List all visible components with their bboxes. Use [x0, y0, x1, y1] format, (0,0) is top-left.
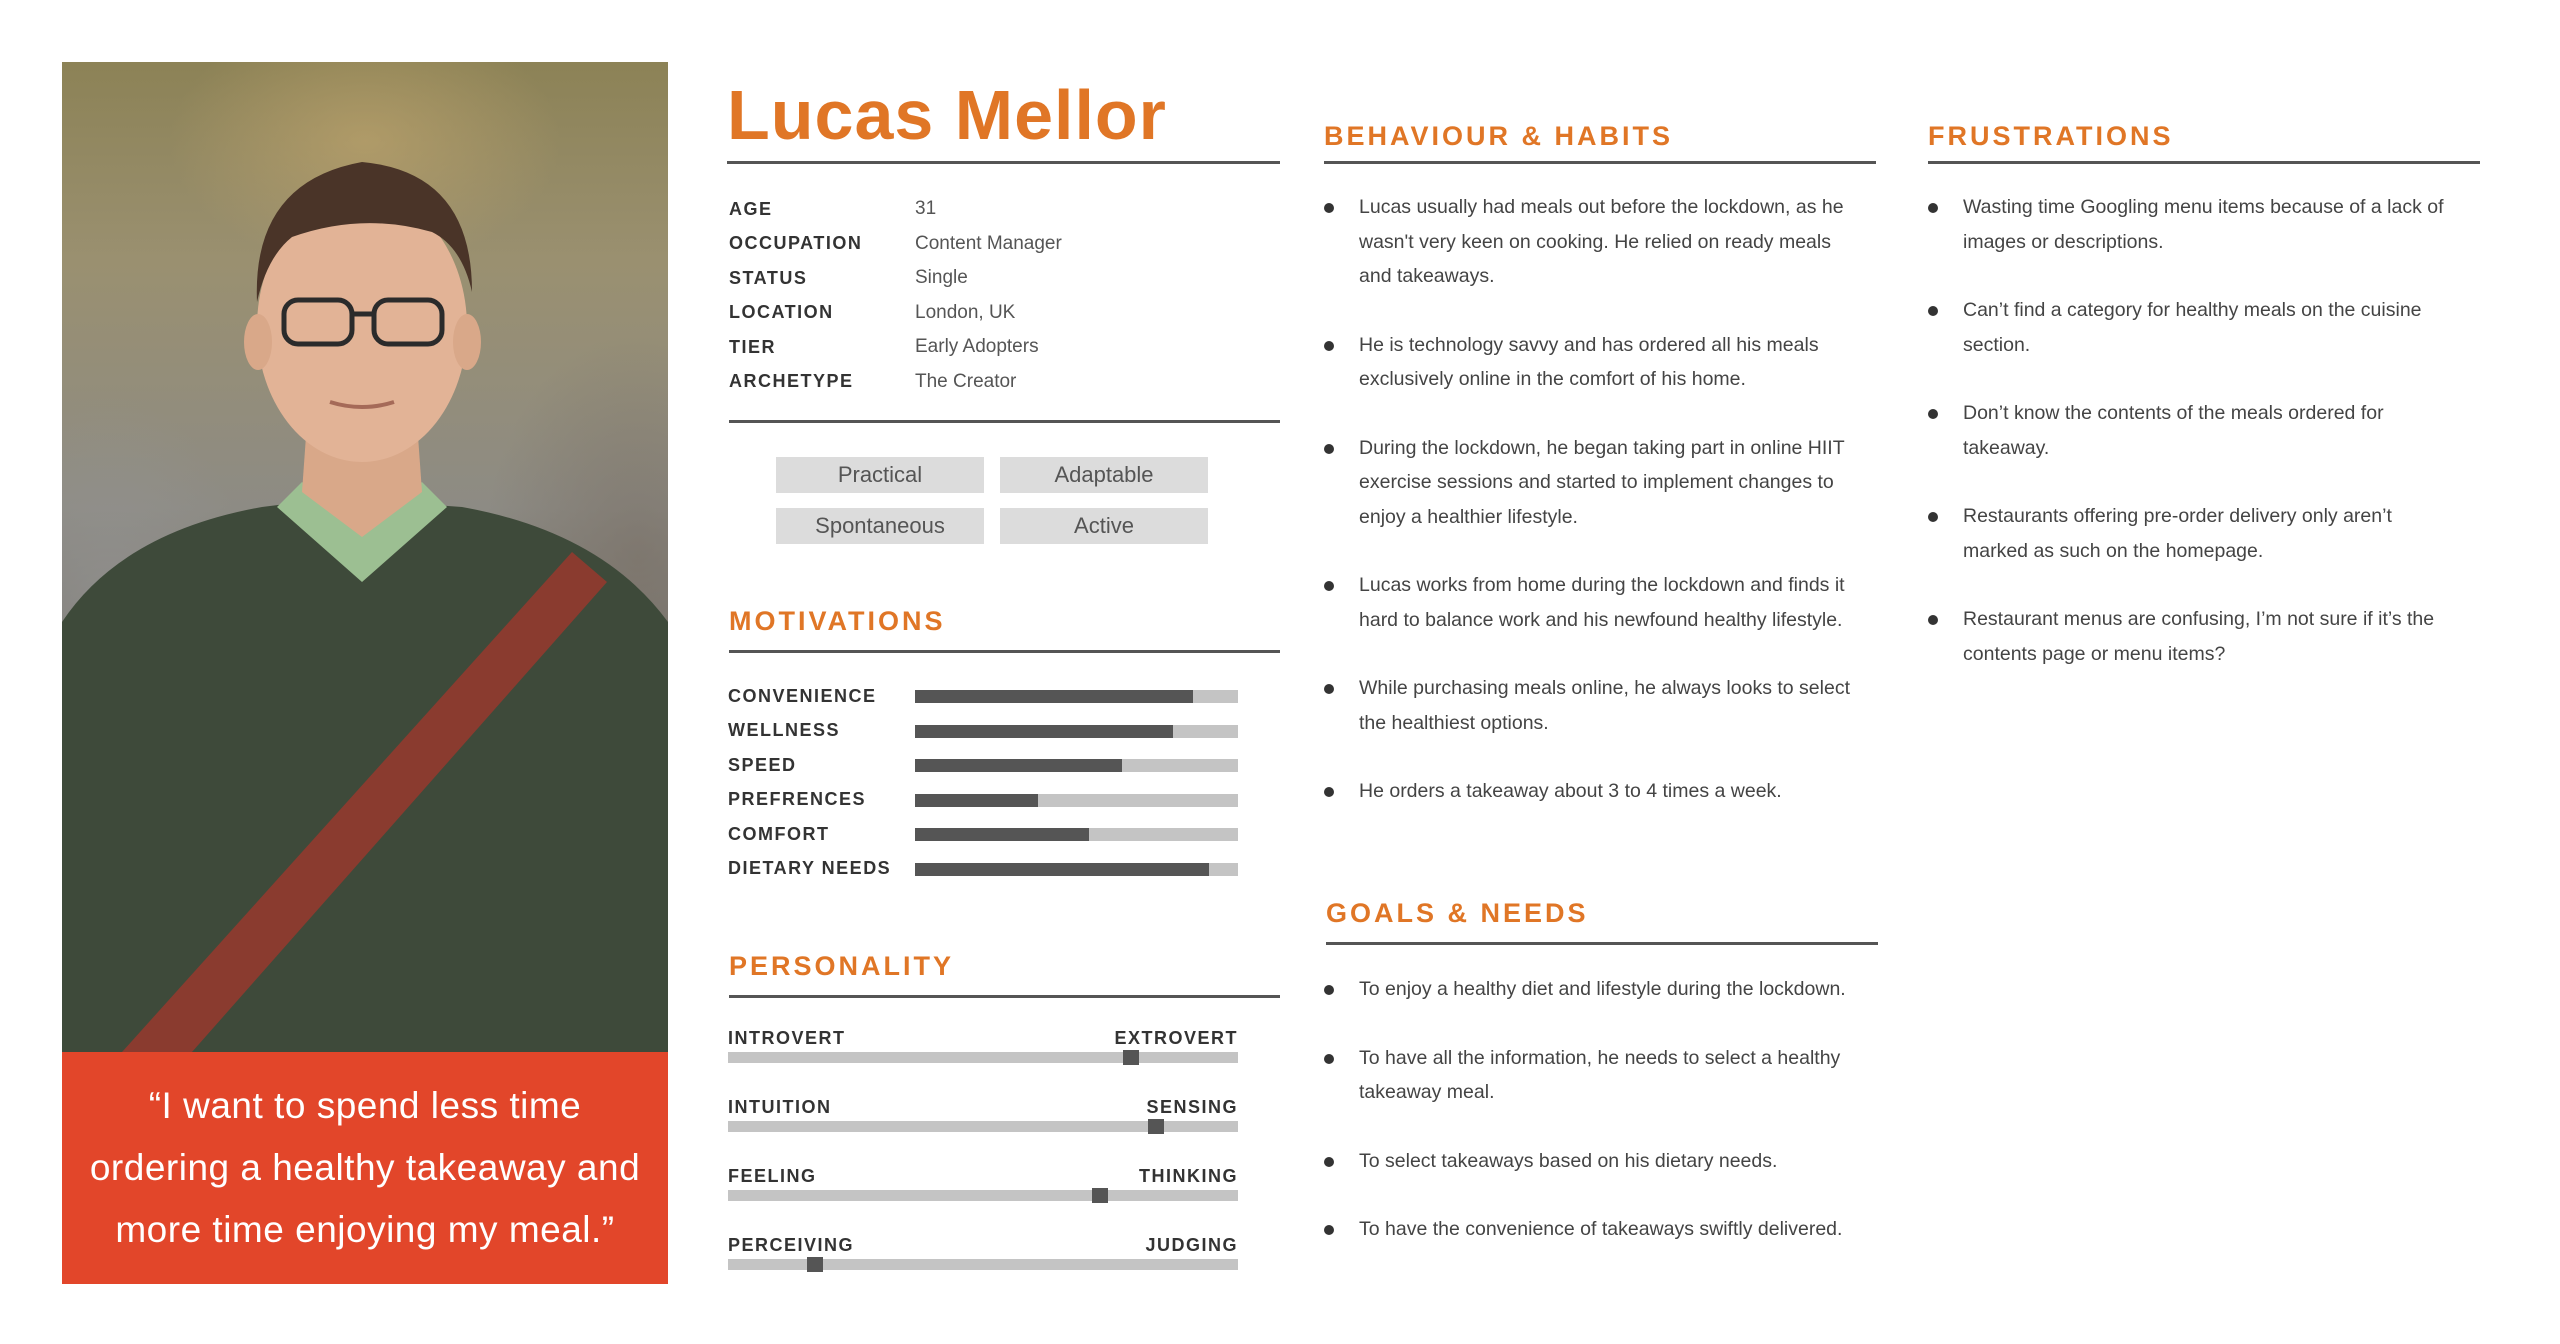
motivation-bar-fill	[915, 828, 1089, 841]
personality-slider	[728, 1166, 1238, 1206]
quote-line: ordering a healthy takeaway and	[89, 1147, 641, 1188]
bullet-icon	[1324, 787, 1334, 797]
info-row-occupation	[729, 227, 1062, 262]
list-item-line: To enjoy a healthy diet and lifestyle during the lockdown.	[1359, 978, 1846, 1000]
bullet-icon	[1324, 1225, 1334, 1235]
info-label: STATUS	[729, 267, 808, 288]
list-item	[1324, 1144, 1884, 1179]
divider	[729, 995, 1280, 998]
person-illustration	[62, 62, 668, 1052]
personality-right-label: EXTROVERT	[1114, 1028, 1238, 1048]
list-item	[1928, 190, 2488, 259]
motivation-bar-track	[915, 725, 1238, 738]
bullet-icon	[1324, 444, 1334, 454]
info-label: LOCATION	[729, 302, 834, 323]
bullet-icon	[1324, 203, 1334, 213]
divider	[727, 161, 1280, 164]
divider	[729, 650, 1280, 653]
list-item	[1324, 328, 1884, 397]
list-item-line: exercise sessions and started to implement changes to	[1359, 471, 1834, 493]
personality-slider	[728, 1097, 1238, 1137]
trait-chip: Practical	[776, 457, 984, 493]
goals-list	[1324, 972, 1884, 1281]
list-item-line: takeaway meal.	[1359, 1081, 1495, 1103]
motivation-label: SPEED	[728, 754, 797, 775]
persona-quote-box	[62, 1052, 668, 1284]
info-label: TIER	[729, 336, 777, 357]
info-row-archetype	[729, 365, 1062, 400]
list-item-line: Restaurant menus are confusing, I’m not sure if it’s the	[1963, 608, 2435, 630]
info-row-tier	[729, 330, 1062, 365]
motivation-row	[728, 720, 916, 742]
motivation-label: WELLNESS	[728, 720, 841, 740]
motivation-label: DIETARY NEEDS	[728, 858, 892, 878]
motivation-row	[728, 858, 916, 880]
trait-chip: Adaptable	[1000, 457, 1208, 493]
list-item-line: While purchasing meals online, he always looks to select	[1359, 677, 1850, 699]
motivation-label: PREFRENCES	[728, 789, 867, 809]
bullet-icon	[1928, 203, 1938, 213]
motivation-row	[728, 789, 916, 811]
bullet-icon	[1324, 684, 1334, 694]
motivation-bar-track	[915, 759, 1238, 772]
motivation-row	[728, 823, 916, 845]
list-item-line: takeaway.	[1963, 436, 2050, 459]
motivation-row	[728, 754, 916, 776]
bullet-icon	[1928, 306, 1938, 316]
personality-left-label: INTUITION	[728, 1097, 832, 1117]
info-row-location	[729, 296, 1062, 331]
bullet-icon	[1324, 1157, 1334, 1167]
goals-title: GOALS & NEEDS	[1326, 898, 1589, 928]
info-row-age	[729, 192, 1062, 227]
list-item-line: Wasting time Googling menu items because of a lack of	[1963, 196, 2444, 218]
personality-left-label: FEELING	[728, 1166, 817, 1186]
bullet-icon	[1928, 512, 1938, 522]
divider	[1326, 942, 1878, 945]
list-item-line: Restaurants offering pre-order delivery only aren’t	[1963, 505, 2392, 527]
list-item-line: contents page or menu items?	[1963, 642, 2226, 665]
persona-name: Lucas Mellor	[727, 76, 1167, 154]
frustrations-list	[1928, 190, 2488, 705]
quote-line: more time enjoying my meal.”	[115, 1209, 615, 1250]
list-item-line: To select takeaways based on his dietary needs.	[1359, 1149, 1778, 1172]
info-label: AGE	[729, 198, 773, 219]
info-value: London, UK	[915, 301, 1016, 323]
list-item	[1928, 396, 2488, 465]
list-item	[1928, 602, 2488, 671]
personality-track	[728, 1190, 1238, 1201]
persona-info-table	[729, 192, 1062, 399]
list-item-line: images or descriptions.	[1963, 230, 2164, 253]
bullet-icon	[1324, 341, 1334, 351]
personality-track	[728, 1052, 1238, 1063]
info-value: 31	[915, 198, 937, 220]
personality-left-label: INTROVERT	[728, 1028, 846, 1048]
bullet-icon	[1928, 615, 1938, 625]
motivation-bar-fill	[915, 863, 1209, 876]
list-item	[1324, 774, 1884, 809]
divider	[729, 420, 1280, 423]
info-label: ARCHETYPE	[729, 371, 854, 392]
motivation-bar-track	[915, 863, 1238, 876]
list-item-line: section.	[1963, 333, 2031, 356]
list-item-line: Lucas usually had meals out before the lockdown, as he	[1359, 196, 1844, 218]
personality-marker	[1148, 1119, 1164, 1134]
motivation-bar-fill	[915, 690, 1193, 703]
trait-chip: Spontaneous	[776, 508, 984, 544]
info-value: Single	[915, 267, 968, 289]
info-label: OCCUPATION	[729, 233, 863, 254]
bullet-icon	[1324, 1054, 1334, 1064]
list-item	[1324, 671, 1884, 740]
list-item-line: wasn't very keen on cooking. He relied on ready meals	[1359, 230, 1831, 253]
list-item	[1928, 293, 2488, 362]
motivation-label: COMFORT	[728, 823, 830, 844]
personality-slider	[728, 1235, 1238, 1275]
list-item-line: He is technology savvy and has ordered all his meals	[1359, 333, 1819, 356]
list-item-line: and takeaways.	[1359, 265, 1495, 287]
list-item-line: Don’t know the contents of the meals ordered for	[1963, 402, 2384, 424]
list-item-line: enjoy a healthier lifestyle.	[1359, 505, 1578, 528]
quote-line: “I want to spend less time	[148, 1085, 582, 1126]
personality-slider	[728, 1028, 1238, 1068]
personality-right-label: JUDGING	[1145, 1235, 1238, 1255]
frustrations-title: FRUSTRATIONS	[1928, 121, 2174, 151]
personality-marker	[1092, 1188, 1108, 1203]
list-item-line: marked as such on the homepage.	[1963, 539, 2264, 562]
list-item	[1324, 1212, 1884, 1247]
personality-title: PERSONALITY	[729, 951, 955, 981]
list-item	[1324, 568, 1884, 637]
list-item-line: exclusively online in the comfort of his home.	[1359, 368, 1746, 390]
persona-quote	[85, 1075, 645, 1261]
list-item	[1928, 499, 2488, 568]
info-value: Content Manager	[915, 232, 1062, 254]
motivations-title: MOTIVATIONS	[729, 606, 946, 636]
motivation-bar-track	[915, 794, 1238, 807]
motivation-bar-fill	[915, 725, 1173, 738]
trait-chip: Active	[1000, 508, 1208, 544]
bullet-icon	[1324, 581, 1334, 591]
list-item-line: During the lockdown, he began taking part in online HIIT	[1359, 436, 1845, 459]
motivation-bar-track	[915, 690, 1238, 703]
motivation-bar-fill	[915, 759, 1122, 772]
list-item	[1324, 431, 1884, 535]
personality-marker	[1123, 1050, 1139, 1065]
list-item-line: To have all the information, he needs to select a healthy	[1359, 1046, 1841, 1069]
persona-photo-panel	[62, 62, 668, 1284]
personality-left-label: PERCEIVING	[728, 1235, 855, 1255]
divider	[1928, 161, 2480, 164]
list-item	[1324, 190, 1884, 294]
info-value: Early Adopters	[915, 336, 1039, 358]
personality-track	[728, 1259, 1238, 1270]
list-item-line: Can’t find a category for healthy meals on the cuisine	[1963, 299, 2422, 321]
divider	[1324, 161, 1876, 164]
motivation-row	[728, 685, 916, 707]
motivation-label: CONVENIENCE	[728, 685, 877, 706]
persona-photo	[62, 62, 668, 1052]
list-item-line: hard to balance work and his newfound healthy lifestyle.	[1359, 608, 1843, 631]
list-item-line: To have the convenience of takeaways swiftly delivered.	[1359, 1218, 1843, 1240]
behaviour-title: BEHAVIOUR & HABITS	[1324, 121, 1674, 151]
list-item	[1324, 1041, 1884, 1110]
personality-right-label: THINKING	[1139, 1166, 1238, 1186]
list-item	[1324, 972, 1884, 1007]
list-item-line: Lucas works from home during the lockdown and finds it	[1359, 574, 1845, 596]
motivation-bar-track	[915, 828, 1238, 841]
list-item-line: He orders a takeaway about 3 to 4 times a week.	[1359, 780, 1782, 802]
personality-marker	[807, 1257, 823, 1272]
bullet-icon	[1928, 409, 1938, 419]
motivation-bar-fill	[915, 794, 1038, 807]
info-row-status	[729, 261, 1062, 296]
info-value: The Creator	[915, 370, 1017, 392]
behaviour-list	[1324, 190, 1884, 843]
bullet-icon	[1324, 985, 1334, 995]
personality-right-label: SENSING	[1146, 1097, 1238, 1117]
list-item-line: the healthiest options.	[1359, 711, 1549, 734]
